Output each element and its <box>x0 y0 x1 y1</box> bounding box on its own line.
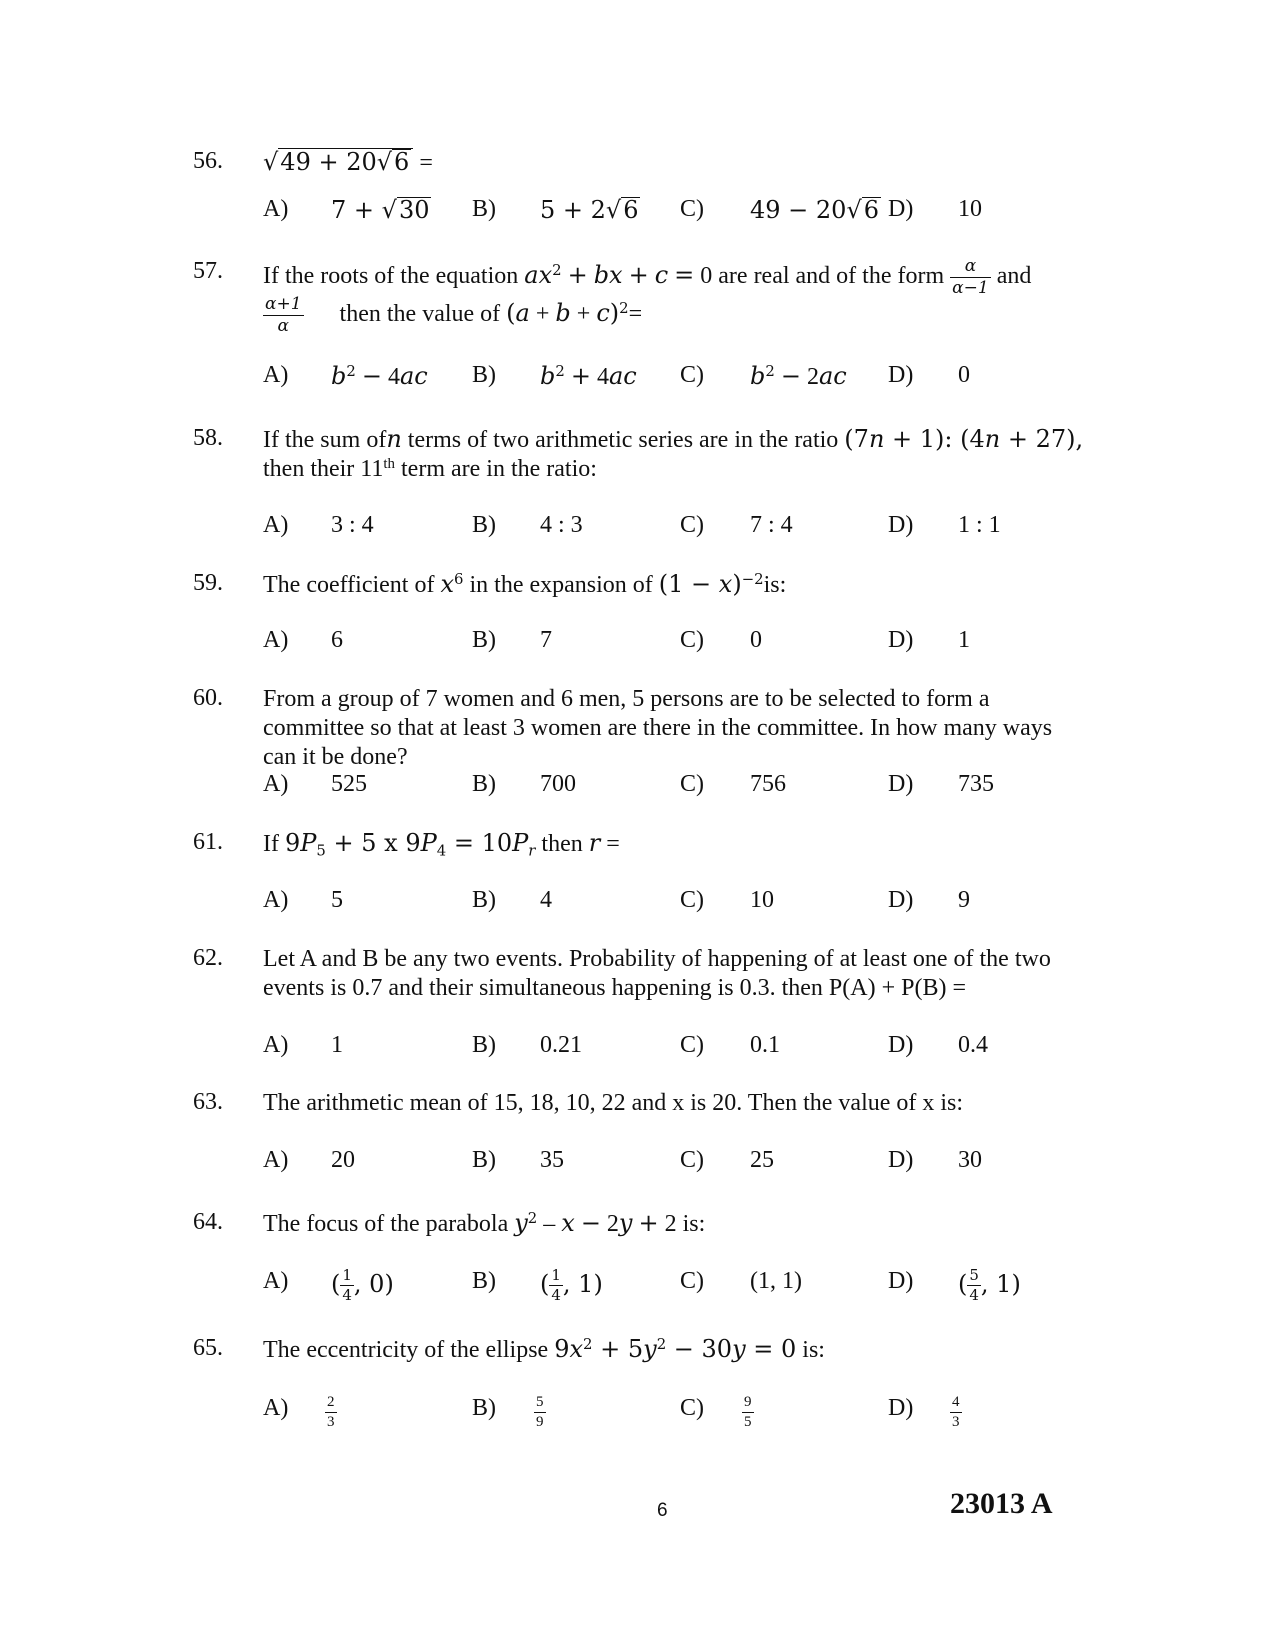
option-label-b: B) <box>472 512 496 538</box>
option-label-d: D) <box>888 771 914 797</box>
question-text: √49 + 20√6 = <box>263 148 433 176</box>
option-label-d: D) <box>888 1032 914 1058</box>
question-text: The coefficient of $x^6$ in the expansion of $(1 - x)^{-2}is$: <box>263 569 787 598</box>
option-label-b: B) <box>472 771 496 797</box>
option-c[interactable]: (1, 1) <box>750 1268 802 1294</box>
option-label-a: A) <box>263 196 289 222</box>
option-c[interactable]: 49 − 20√6 <box>750 196 880 224</box>
option-b[interactable]: 7 <box>540 627 552 653</box>
options-63 <box>0 1147 1275 1187</box>
option-a[interactable]: 1 <box>331 1032 343 1058</box>
option-d[interactable]: $\frac{4}{3}$ <box>952 1394 960 1430</box>
option-b[interactable]: 35 <box>540 1147 564 1173</box>
option-label-c: C) <box>680 887 704 913</box>
option-b[interactable]: ( $\frac{1}{4}$ , 1) <box>540 1266 603 1304</box>
option-label-d: D) <box>888 887 914 913</box>
option-label-c: C) <box>680 1395 704 1421</box>
option-a[interactable]: ( $\frac{1}{4}$ , 0) <box>331 1266 394 1304</box>
question-number: 59. <box>193 570 223 596</box>
option-label-a: A) <box>263 1268 289 1294</box>
option-d[interactable]: 1 : 1 <box>958 512 1001 538</box>
option-a[interactable]: 525 <box>331 771 367 797</box>
option-a[interactable]: 5 <box>331 887 343 913</box>
question-number: 60. <box>193 685 223 711</box>
option-label-a: A) <box>263 512 289 538</box>
question-text: Let A and B be any two events. Probability of happening of at least one of the two events is 0.7 and their simultaneous happening is 0.3. then P(A) + P(B) = <box>263 946 1051 1001</box>
page-number: 6 <box>657 1500 668 1521</box>
question-number: 56. <box>193 148 223 174</box>
options-62 <box>0 1032 1275 1072</box>
options-56 <box>0 196 1275 236</box>
option-d[interactable]: 9 <box>958 887 970 913</box>
question-number: 61. <box>193 829 223 855</box>
option-c[interactable]: 10 <box>750 887 774 913</box>
option-c[interactable]: 0.1 <box>750 1032 780 1058</box>
option-c[interactable]: $\frac{9}{5}$ <box>744 1394 752 1430</box>
option-a[interactable]: 6 <box>331 627 343 653</box>
option-b[interactable]: 4 <box>540 887 552 913</box>
option-label-c: C) <box>680 771 704 797</box>
paper-code: 23013 A <box>950 1487 1053 1520</box>
question-text: The arithmetic mean of 15, 18, 10, 22 and x is 20. Then the value of x is: <box>263 1090 964 1116</box>
option-label-d: D) <box>888 512 914 538</box>
question-text: If the roots of the equation $ax^2$ + bx + c = 0 are real and of the form $\frac{\alpha}{\alpha-1}$ and <box>263 256 1032 298</box>
question-number: 63. <box>193 1089 223 1115</box>
option-label-a: A) <box>263 362 289 388</box>
option-label-b: B) <box>472 627 496 653</box>
option-b[interactable]: 0.21 <box>540 1032 582 1058</box>
options-59 <box>0 627 1275 667</box>
question-number: 62. <box>193 945 223 971</box>
option-label-b: B) <box>472 362 496 388</box>
option-label-a: A) <box>263 771 289 797</box>
option-label-a: A) <box>263 627 289 653</box>
option-label-b: B) <box>472 1032 496 1058</box>
question-number: 64. <box>193 1209 223 1235</box>
options-58 <box>0 512 1275 552</box>
option-a[interactable]: $\frac{2}{3}$ <box>327 1394 335 1430</box>
question-number: 58. <box>193 425 223 451</box>
option-label-b: B) <box>472 1268 496 1294</box>
option-d[interactable]: 30 <box>958 1147 982 1173</box>
option-label-c: C) <box>680 1268 704 1294</box>
option-label-d: D) <box>888 1268 914 1294</box>
question-text: The focus of the parabola $y^2 - x - 2y + 2$ is: <box>263 1208 706 1237</box>
options-57 <box>0 362 1275 402</box>
option-a[interactable]: 20 <box>331 1147 355 1173</box>
option-c[interactable]: 756 <box>750 771 786 797</box>
option-label-d: D) <box>888 362 914 388</box>
option-label-b: B) <box>472 887 496 913</box>
option-b[interactable]: 5 + 2√6 <box>540 196 639 224</box>
question-number: 57. <box>193 258 223 284</box>
question-number: 65. <box>193 1335 223 1361</box>
option-d[interactable]: 1 <box>958 627 970 653</box>
options-61 <box>0 887 1275 927</box>
option-d[interactable]: ( $\frac{5}{4}$ , 1) <box>958 1266 1021 1304</box>
option-a[interactable]: $b^2 - 4ac$ <box>331 361 428 390</box>
option-d[interactable]: 0 <box>958 362 970 388</box>
option-b[interactable]: 4 : 3 <box>540 512 583 538</box>
options-60 <box>0 771 1275 811</box>
option-label-b: B) <box>472 1147 496 1173</box>
option-d[interactable]: 0.4 <box>958 1032 988 1058</box>
option-c[interactable]: 25 <box>750 1147 774 1173</box>
option-label-d: D) <box>888 1395 914 1421</box>
question-text-cont: $\frac{\alpha+1}{\alpha}$ then the value of $(a + b + c)^2=$ <box>265 294 643 336</box>
option-label-c: C) <box>680 362 704 388</box>
option-label-d: D) <box>888 1147 914 1173</box>
option-label-d: D) <box>888 627 914 653</box>
option-b[interactable]: 700 <box>540 771 576 797</box>
option-label-a: A) <box>263 887 289 913</box>
option-label-a: A) <box>263 1032 289 1058</box>
option-label-c: C) <box>680 512 704 538</box>
option-b[interactable]: $b^2 + 4ac$ <box>540 361 637 390</box>
option-label-b: B) <box>472 196 496 222</box>
question-text: If $9P_5 + 5$ x $9P_4 = 10P_r$ then r = <box>263 829 620 860</box>
option-c[interactable]: 0 <box>750 627 762 653</box>
options-64 <box>0 1268 1275 1308</box>
option-d[interactable]: 10 <box>958 196 982 222</box>
question-text: From a group of 7 women and 6 men, 5 persons are to be selected to form a committee so that at least 3 women are there in the committee. In how many ways can it be done? <box>263 686 1053 770</box>
option-label-c: C) <box>680 1147 704 1173</box>
options-65 <box>0 1395 1275 1435</box>
option-d[interactable]: 735 <box>958 771 994 797</box>
option-label-c: C) <box>680 196 704 222</box>
option-label-d: D) <box>888 196 914 222</box>
option-label-a: A) <box>263 1147 289 1173</box>
option-c[interactable]: 7 : 4 <box>750 512 793 538</box>
option-label-c: C) <box>680 627 704 653</box>
option-label-b: B) <box>472 1395 496 1421</box>
question-text: The eccentricity of the ellipse $9x^2 + 5y^2 - 30y = 0$ is: <box>263 1334 825 1363</box>
option-label-a: A) <box>263 1395 289 1421</box>
option-a[interactable]: 3 : 4 <box>331 512 374 538</box>
option-c[interactable]: $b^2 - 2ac$ <box>750 361 847 390</box>
option-a[interactable]: 7 + √30 <box>331 196 430 224</box>
question-text: If the sum ofn terms of two arithmetic series are in the ratio (7n + 1): (4n + 27), then their 11th term are in the ratio: <box>263 425 1084 482</box>
option-label-c: C) <box>680 1032 704 1058</box>
option-b[interactable]: $\frac{5}{9}$ <box>536 1394 544 1430</box>
